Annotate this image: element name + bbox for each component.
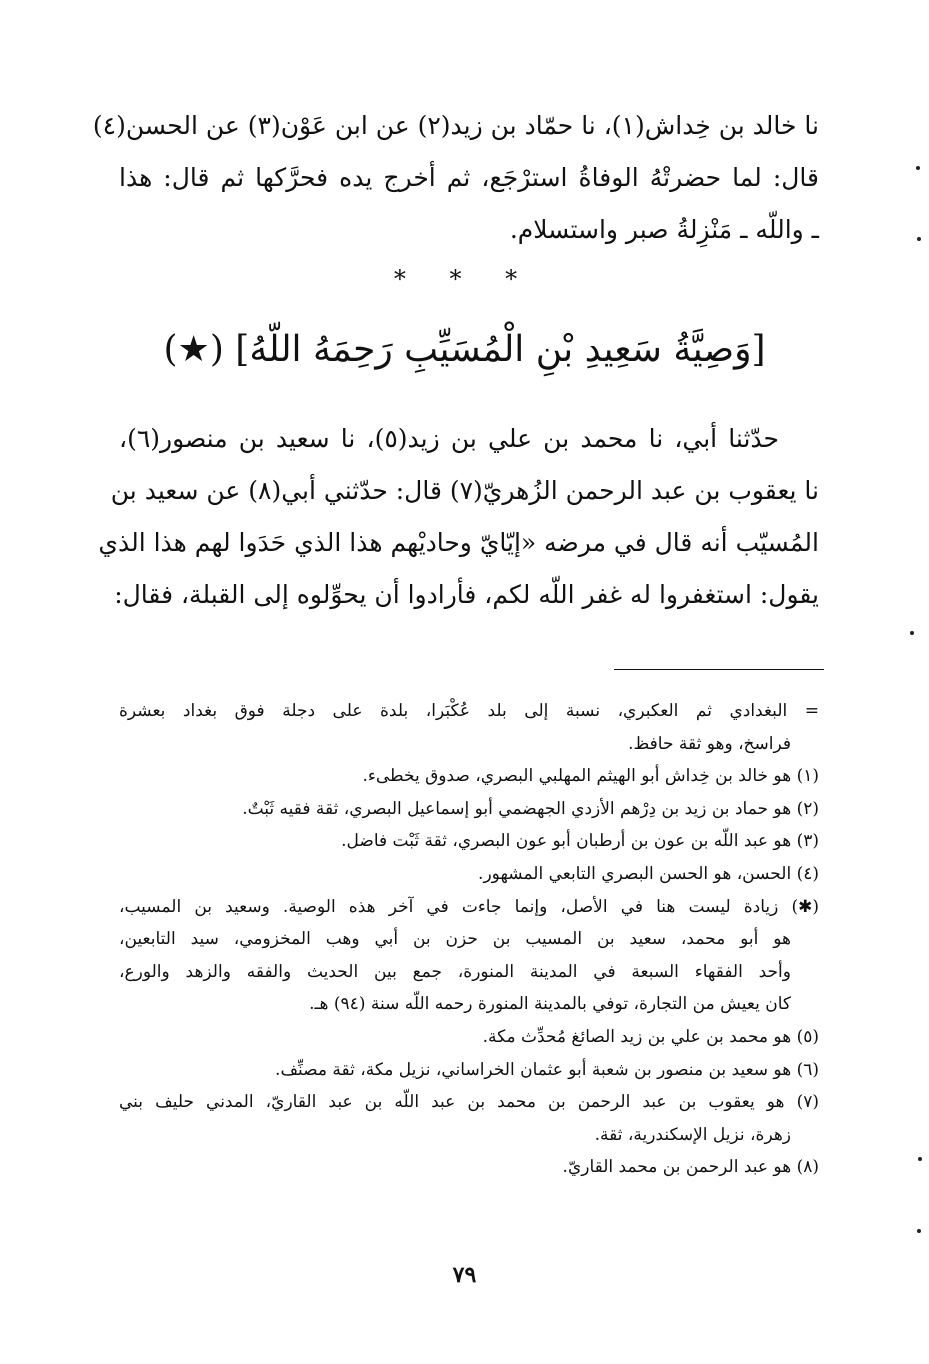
footnote-line: زهرة، نزيل الإسكندرية، ثقة. <box>594 1124 791 1145</box>
footnote-line: وأحد الفقهاء السبعة في المدينة المنورة، جمع بين الحديث والفقه والزهد والورع، <box>119 961 791 982</box>
section-separator: * * * <box>393 265 536 293</box>
footnote-line: (٤) الحسن، هو الحسن البصري التابعي المشهور. <box>478 863 819 884</box>
paragraph-line: نا يعقوب بن عبد الرحمن الزُهريّ(٧) قال: حدّثني أبي(٨) عن سعيد بن <box>110 476 819 505</box>
margin-mark <box>917 237 921 241</box>
footnote-line: (٧) هو يعقوب بن عبد الرحمن بن محمد بن عبد اللّه بن عبد القاريّ، المدني حليف بني <box>119 1092 819 1113</box>
footnote-line: كان يعيش من التجارة، توفي بالمدينة المنورة رحمه اللّه سنة (٩٤) هـ. <box>309 994 791 1015</box>
paragraph-line: قال: لما حضرتْهُ الوفاةُ استرْجَع، ثم أخرج يده فحرَّكها ثم قال: هذا <box>119 163 819 192</box>
opening-paragraph <box>92 100 819 256</box>
paragraph-line: حدّثنا أبي، نا محمد بن علي بن زيد(٥)، نا سعيد بن منصور(٦)، <box>119 424 779 453</box>
section-heading: [وَصِيَّةُ سَعِيدِ بْنِ الْمُسَيِّبِ رَحِمَهُ اللّهُ] (★) <box>163 329 766 370</box>
footnote-line: (٣) هو عبد اللّه بن عون بن أرطبان أبو عون البصري، ثقة ثَبْت فاضل. <box>341 831 819 852</box>
footnote-divider <box>614 669 824 670</box>
paragraph-line: نا خالد بن خِداش(١)، نا حمّاد بن زيد(٢) عن ابن عَوْن(٣) عن الحسن(٤) <box>92 111 819 140</box>
footnote-line: فراسخ، وهو ثقة حافظ. <box>628 733 791 754</box>
footnote-line: (٨) هو عبد الرحمن بن محمد القاريّ. <box>562 1157 819 1178</box>
footnote-line: (٥) هو محمد بن علي بن زيد الصائغ مُحدِّث مكة. <box>482 1026 819 1047</box>
margin-mark <box>910 631 914 635</box>
footnote-line: = البغدادي ثم العكبري، نسبة إلى بلد عُكْبَرا، بلدة على دجلة فوق بغداد بعشرة <box>119 701 819 721</box>
footnote-line: (٢) هو حماد بن زيد بن دِرْهم الأزدي الجهضمي أبو إسماعيل البصري، ثقة فقيه ثَبْتٌ. <box>242 798 819 819</box>
footnote-line: (١) هو خالد بن خِداش أبو الهيثم المهلبي البصري، صدوق يخطىء. <box>362 766 819 787</box>
paragraph-line: يقول: استغفروا له غفر اللّه لكم، فأرادوا أن يحوِّلوه إلى القبلة، فقال: <box>114 580 819 609</box>
body-paragraph <box>98 413 819 621</box>
margin-mark <box>918 1157 922 1161</box>
paragraph-line: ـ واللّه ـ مَنْزِلةُ صبر واستسلام. <box>509 215 819 244</box>
footnote-line: (٦) هو سعيد بن منصور بن شعبة أبو عثمان الخراساني، نزيل مكة، ثقة مصنِّف. <box>275 1059 819 1080</box>
margin-mark <box>917 1229 921 1233</box>
footnotes <box>119 695 819 1184</box>
footnote-line: (✱) زيادة ليست هنا في الأصل، وإنما جاءت في آخر هذه الوصية. وسعيد بن المسيب، <box>119 896 819 917</box>
margin-mark <box>916 166 920 170</box>
paragraph-line: المُسيّب أنه قال في مرضه «إيّايّ وحاديْهم هذا الذي حَدَوا لهم هذا الذي <box>98 528 819 557</box>
footnote-line: هو أبو محمد، سعيد بن المسيب بن حزن بن أبي وهب المخزومي، سيد التابعين، <box>119 929 791 950</box>
page-number: ٧٩ <box>452 1262 477 1288</box>
